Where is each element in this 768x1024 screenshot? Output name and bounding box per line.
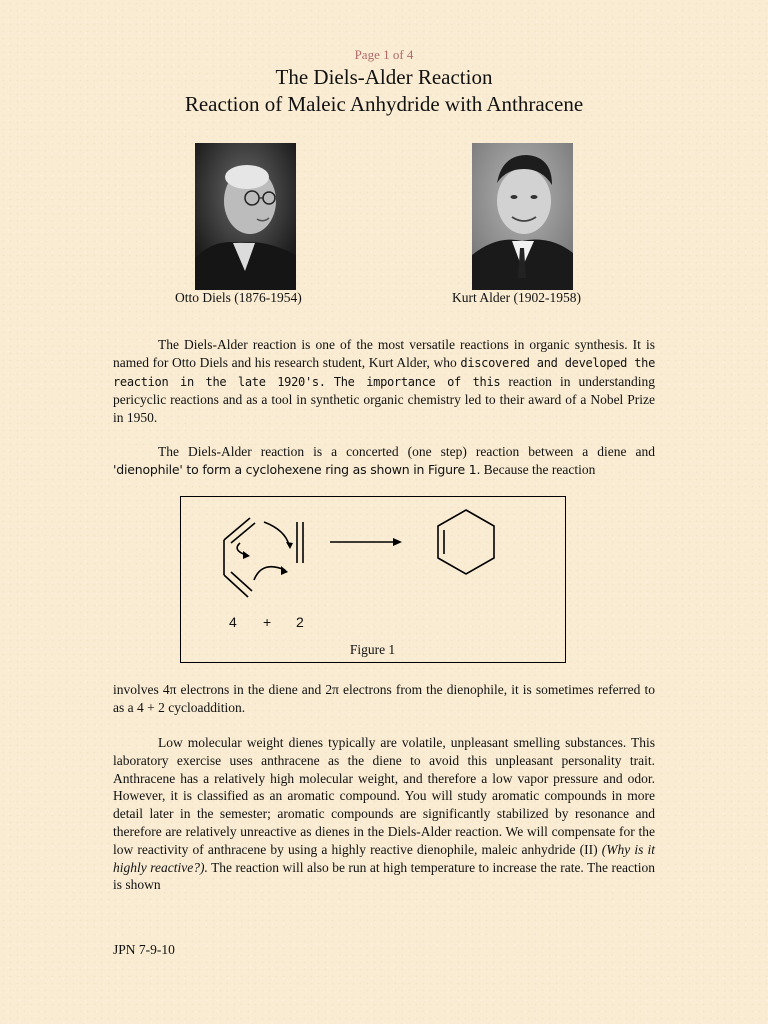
concerted-text-c: Because the reaction (483, 461, 596, 477)
electron-arrow-head-2 (286, 542, 293, 549)
dienophile-electron-count: 2 (296, 614, 304, 630)
plus-sign: + (263, 614, 272, 630)
concerted-text-a: The Diels-Alder reaction is a concerted (one step) reaction between a diene and (158, 444, 655, 459)
concerted-text-b: 'dienophile' to form a cyclohexene ring as shown in Figure 1. (113, 461, 481, 477)
anthracene-text-c: The reaction will also be run at high temperature to increase the rate. The reaction is shown (113, 859, 655, 893)
document-subtitle: Reaction of Maleic Anhydride with Anthracene (184, 92, 584, 116)
electron-arrow-head-3 (281, 566, 288, 575)
reaction-arrow-head (393, 538, 402, 546)
electron-arrow-head-1 (243, 551, 250, 559)
intro-text-c: The importance of this (333, 374, 501, 389)
intro-text-b: discovered and developed the reaction in the late 1920's. (113, 355, 655, 389)
dienophile-structure (297, 522, 303, 563)
figure-caption: Figure 1 (349, 642, 396, 657)
anthracene-question: (Why is it highly reactive?). (113, 841, 655, 875)
anthracene-text-a: Low molecular weight dienes typically are volatile, unpleasant smelling substances. This laboratory exercise uses anthracene as the diene to avoid this unpleasant personality trait. Anthracene has a relatively high molecular weight, and therefore a low vapor pressure and odor. However, it is classified as an aromatic compound. You will study aromatic compounds in more detail later in the semester; aromatic compounds are significantly stabilized by resonance and therefore are relatively unreactive as dienes in the Diels-Alder reaction. We will compensate for the low reactivity of anthracene by using a highly reactive dienophile, maleic anhydride (II) (113, 735, 655, 857)
anthracene-paragraph (113, 734, 655, 894)
footer-initials-date: JPN 7-9-10 (113, 942, 175, 957)
intro-text-a: The Diels-Alder reaction is one of the most versatile reactions in organic synthesis. It is named for Otto Diels and his research student, Kurt Alder, who (113, 337, 655, 370)
kurt-alder-caption: Kurt Alder (1902-1958) (452, 290, 581, 305)
electron-arrow-3 (254, 567, 285, 580)
otto-diels-caption: Otto Diels (1876-1954) (175, 290, 302, 305)
intro-text-d: reaction in understanding pericyclic reactions and as a tool in synthetic organic chemistry led to their award of a Nobel Prize in 1950. (113, 373, 656, 426)
document-title: The Diels-Alder Reaction (275, 65, 493, 89)
diene-structure (224, 518, 255, 597)
cycloaddition-paragraph (113, 681, 655, 717)
diene-electron-count: 4 (229, 614, 237, 630)
electron-arrow-2 (264, 522, 289, 545)
cycloaddition-text: involves 4π electrons in the diene and 2π electrons from the dienophile, it is sometimes referred to as a 4 + 2 cycloaddition. (113, 682, 655, 715)
cyclohexene-structure (438, 510, 494, 574)
page-number: Page 1 of 4 (354, 47, 414, 62)
